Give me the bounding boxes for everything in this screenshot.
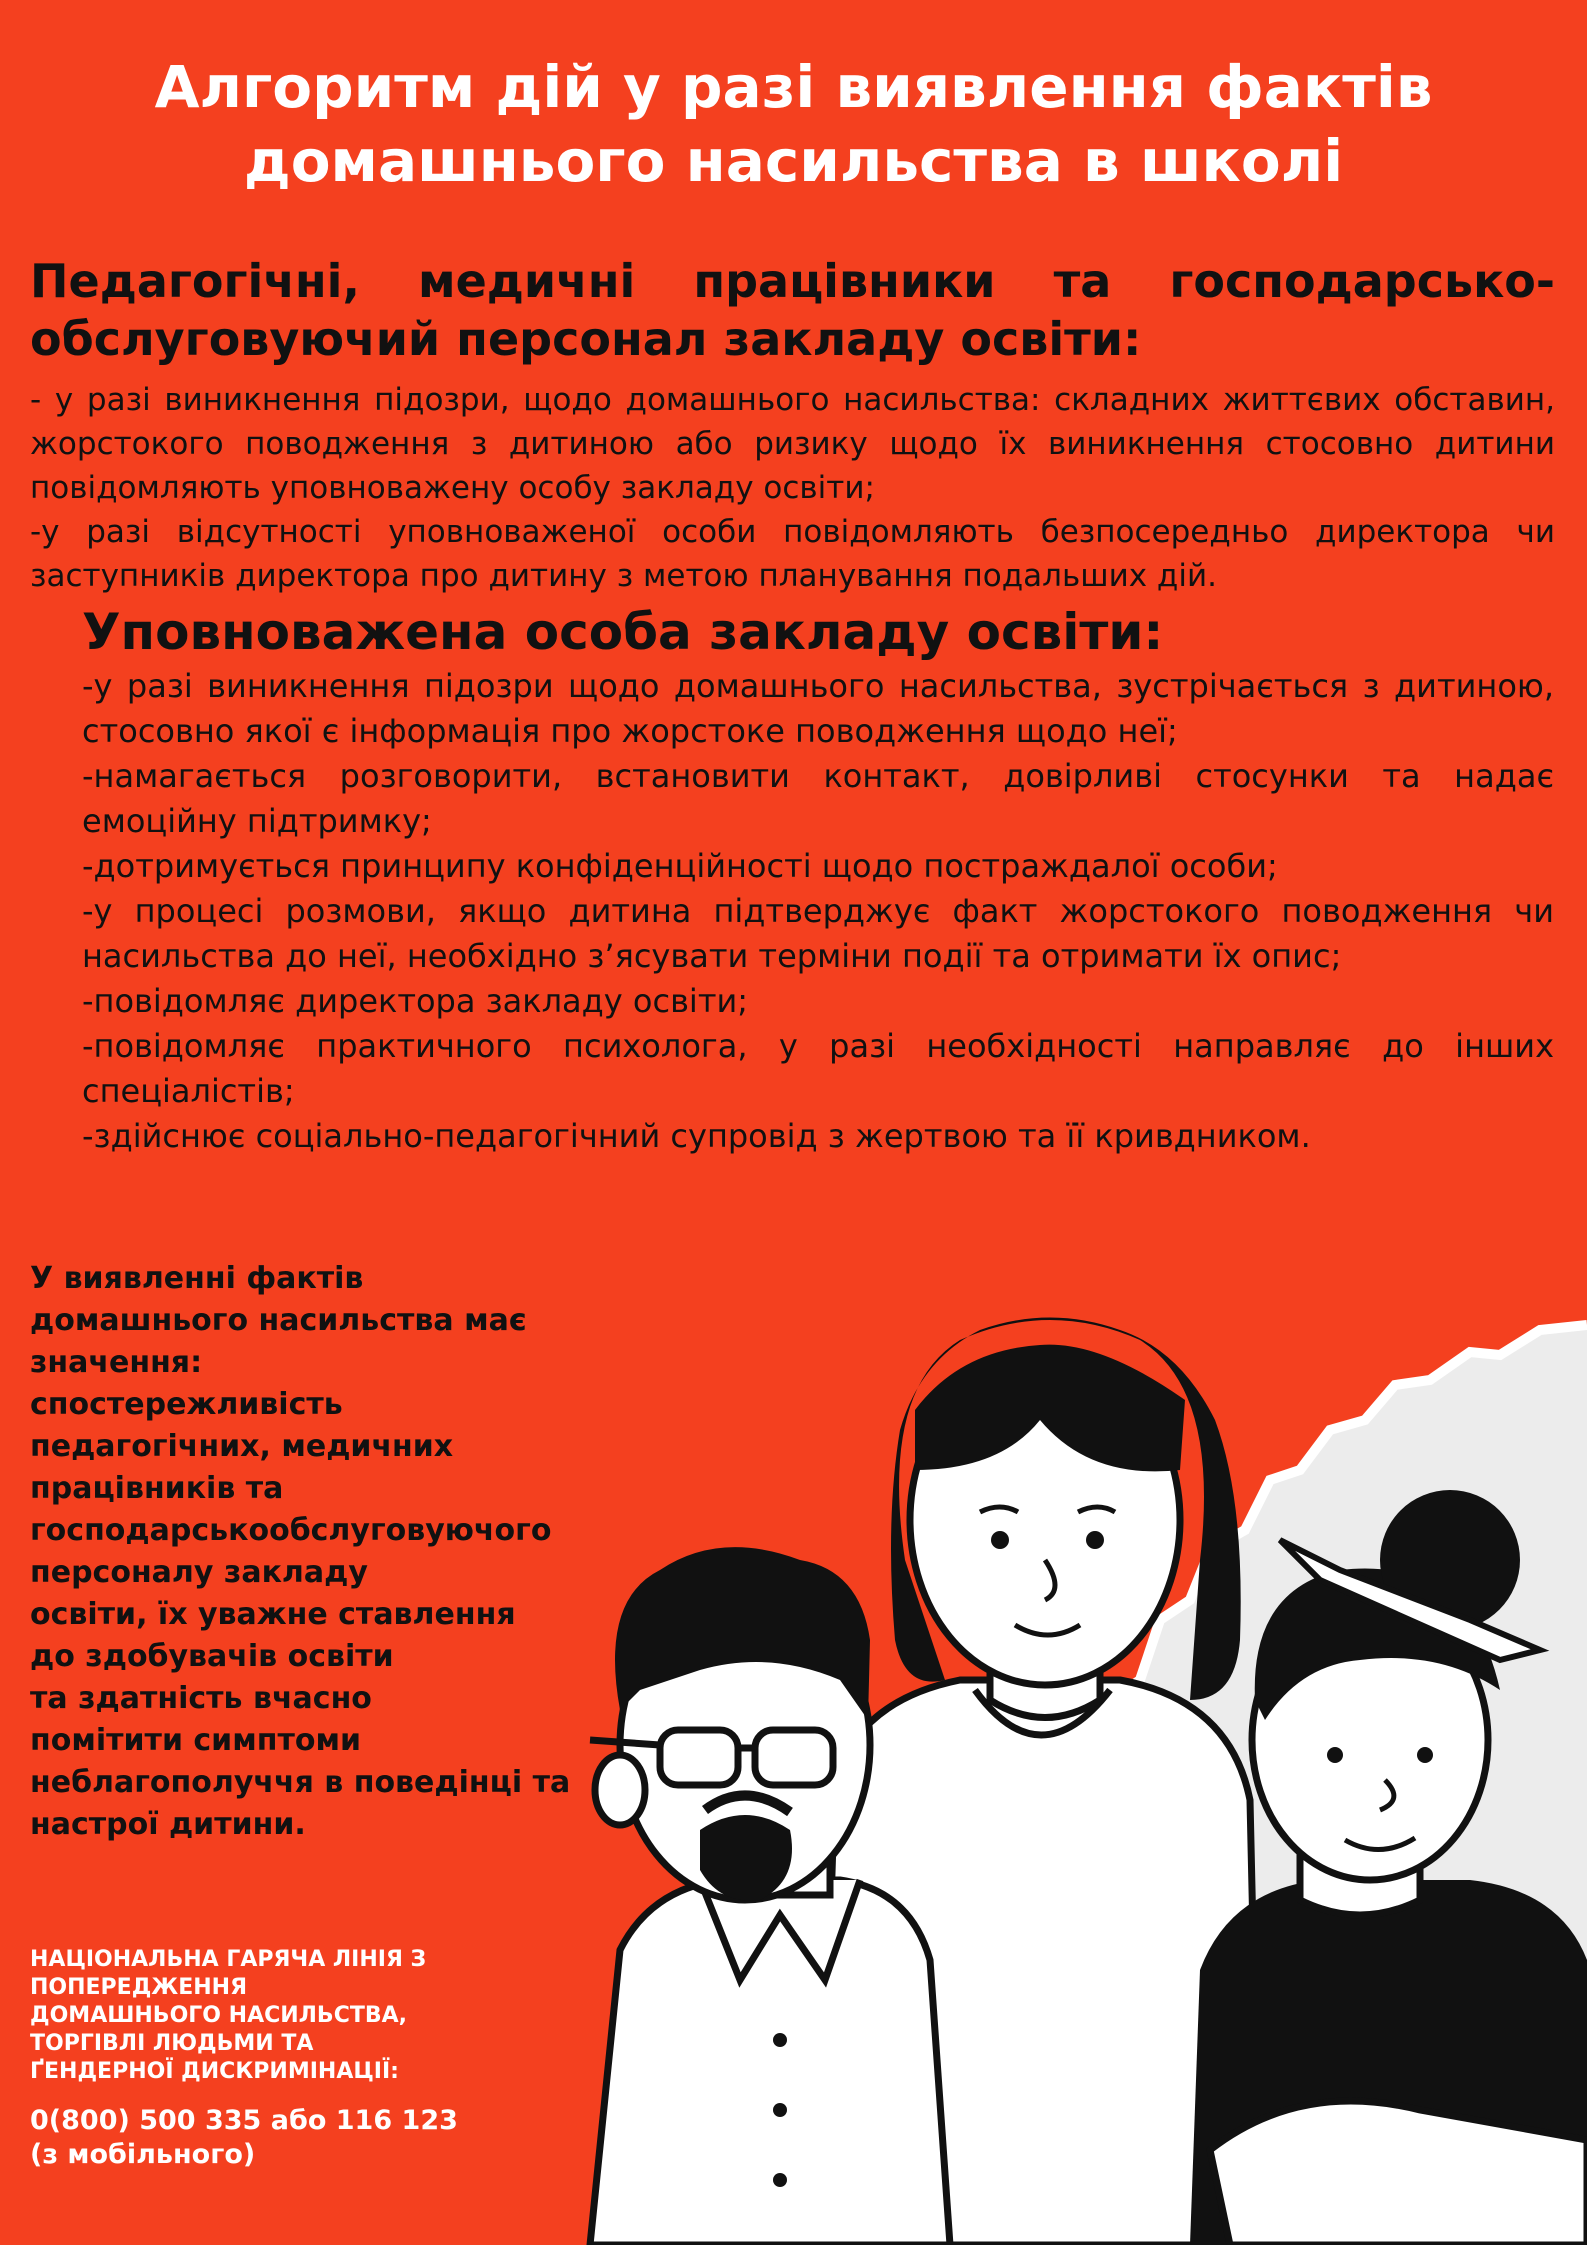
side-note-line: освіти, їх уважне ставлення xyxy=(30,1597,516,1632)
side-note-line: господарськообслуговуючого xyxy=(30,1513,552,1548)
side-note-line: персоналу закладу xyxy=(30,1555,368,1590)
side-note-line: та здатність вчасно xyxy=(30,1681,372,1716)
phone-number: 0(800) 500 335 або 116 123 xyxy=(30,2105,458,2136)
section2-list xyxy=(82,664,1554,1159)
hotline-info xyxy=(30,1946,470,2086)
hotline-line: ДОМАШНЬОГО НАСИЛЬСТВА, xyxy=(30,2003,407,2028)
section2-heading: Уповноважена особа закладу освіти: xyxy=(82,603,1164,661)
side-note-line: спостережливість xyxy=(30,1387,343,1422)
hotline-line: ҐЕНДЕРНОЇ ДИСКРИМІНАЦІЇ: xyxy=(30,2059,399,2084)
title-line-2: домашнього насильства в школі xyxy=(243,127,1344,195)
list-item: -у разі виникнення підозри щодо домашнього насильства, зустрічається з дитиною, стосовно якої є інформація про жорстоке поводження щодо неї; xyxy=(82,667,1554,750)
list-item: -у процесі розмови, якщо дитина підтверджує факт жорстокого поводження чи насильства до неї, необхідно з’ясувати терміни події та отримати їх опис; xyxy=(82,892,1554,975)
list-item: -повідомляє директора закладу освіти; xyxy=(82,982,749,1020)
side-note-line: неблагополуччя в поведінці та xyxy=(30,1765,571,1800)
side-note-line: педагогічних, медичних xyxy=(30,1429,454,1464)
section1-heading: Педагогічні, медичні працівники та господарсько-обслуговуючий персонал закладу освіти: xyxy=(30,254,1555,366)
list-item: -намагається розговорити, встановити контакт, довірливі стосунки та надає емоційну підтримку; xyxy=(82,757,1554,840)
page-title xyxy=(60,50,1527,198)
list-item: -у разі відсутності уповноваженої особи повідомляють безпосередньо директора чи заступників директора про дитину з метою планування подальших дій. xyxy=(30,514,1555,594)
side-note-line: У виявленні фактів xyxy=(30,1261,364,1296)
side-note-line: працівників та xyxy=(30,1471,284,1506)
list-item: -дотримується принципу конфіденційності щодо постраждалої особи; xyxy=(82,847,1278,885)
list-item: - у разі виникнення підозри, щодо домашнього насильства: складних життєвих обставин, жорстокого поводження з дитиною або ризику щодо їх виникнення стосовно дитини повідомляють уповноважену особу закладу освіти; xyxy=(30,382,1555,506)
side-note-line: помітити симптоми xyxy=(30,1723,361,1758)
hotline-line: ТОРГІВЛІ ЛЮДЬМИ ТА xyxy=(30,2031,314,2056)
section1-list xyxy=(30,378,1555,598)
side-note xyxy=(30,1258,600,1846)
title-line-1: Алгоритм дій у разі виявлення фактів xyxy=(154,53,1433,121)
side-note-line: до здобувачів освіти xyxy=(30,1639,394,1674)
hotline-line: НАЦІОНАЛЬНА ГАРЯЧА ЛІНІЯ З xyxy=(30,1947,427,1972)
side-note-line: значення: xyxy=(30,1345,203,1380)
hotline-line: ПОПЕРЕДЖЕННЯ xyxy=(30,1975,248,2000)
list-item: -повідомляє практичного психолога, у разі необхідності направляє до інших спеціалістів; xyxy=(82,1027,1554,1110)
phone-note: (з мобільного) xyxy=(30,2139,256,2170)
side-note-line: домашнього насильства має xyxy=(30,1303,527,1338)
side-note-line: настрої дитини. xyxy=(30,1807,306,1842)
list-item: -здійснює соціально-педагогічний супровід з жертвою та її кривдником. xyxy=(82,1117,1311,1155)
hotline-phone xyxy=(30,2104,470,2172)
